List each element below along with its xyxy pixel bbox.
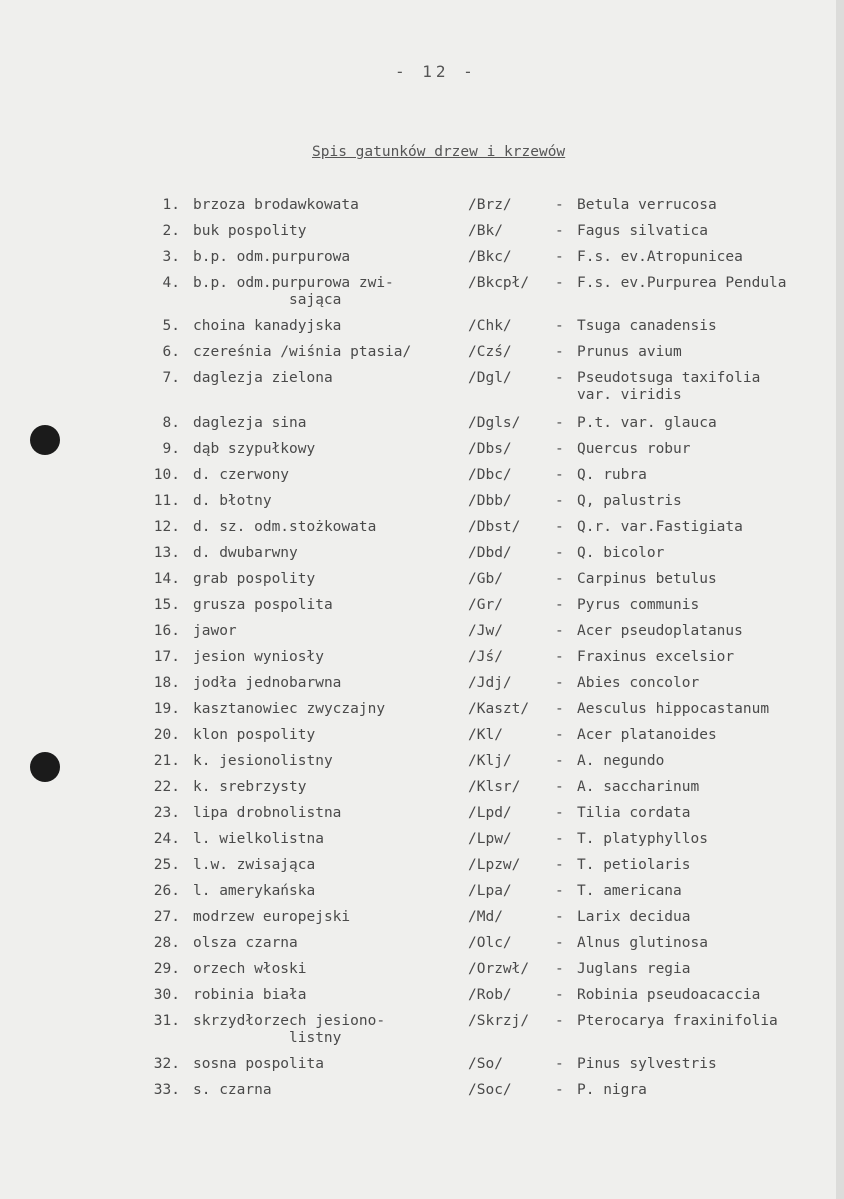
row-number: 31. [153,1013,180,1029]
polish-name: kasztanowiec zwyczajny [193,701,386,717]
separator-dash: - [555,857,564,873]
document-title: Spis gatunków drzew i krzewów [312,144,566,160]
latin-name: Q, palustris [577,493,682,509]
latin-name-cell [577,223,708,240]
latin-name-cell [577,987,760,1004]
polish-name: grab pospolity [193,571,316,587]
polish-name: dąb szypułkowy [193,441,316,457]
abbreviation: /Dgl/ [468,370,512,386]
latin-name: T. platyphyllos [577,831,708,847]
latin-name: Pseudotsuga taxifolia [577,370,761,386]
separator-dash: - [555,415,564,431]
separator-dash: - [555,519,564,535]
abbreviation: /Brz/ [468,197,512,213]
latin-name: A. negundo [577,753,665,769]
polish-name-cell [193,727,315,744]
polish-name-cell [193,415,307,432]
separator-dash: - [555,275,564,291]
abbreviation: /Chk/ [468,318,512,334]
abbreviation: /Jdj/ [468,675,512,691]
separator-dash: - [555,831,564,847]
polish-name: lipa drobnolistna [193,805,342,821]
abbreviation: /Klj/ [468,753,512,769]
separator-dash: - [555,987,564,1003]
latin-name-cell [577,831,708,848]
latin-name: Betula verrucosa [577,197,717,213]
row-number: 16. [153,623,180,639]
row-number: 21. [153,753,180,769]
latin-name-cell [577,197,717,214]
punch-hole-bottom [30,752,60,782]
abbreviation: /Dbst/ [468,519,521,535]
latin-name: A. saccharinum [577,779,700,795]
latin-name-cell [577,467,647,484]
latin-name-cell [577,318,717,335]
separator-dash: - [555,909,564,925]
abbreviation: /Kaszt/ [468,701,530,717]
polish-name: l. amerykańska [193,883,316,899]
abbreviation: /Md/ [468,909,503,925]
polish-name: jawor [193,623,237,639]
latin-name-cell [577,275,787,292]
separator-dash: - [555,344,564,360]
latin-name: Prunus avium [577,344,682,360]
separator-dash: - [555,370,564,386]
abbreviation: /Dbd/ [468,545,512,561]
separator-dash: - [555,197,564,213]
polish-name: d. dwubarwny [193,545,298,561]
latin-name: P. nigra [577,1082,647,1098]
abbreviation: /Gr/ [468,597,503,613]
latin-name: T. americana [577,883,682,899]
abbreviation: /Jś/ [468,649,503,665]
abbreviation: /Dbs/ [468,441,512,457]
latin-name: Robinia pseudoacaccia [577,987,761,1003]
abbreviation: /Czś/ [468,344,512,360]
polish-name-cell [193,197,359,214]
row-number: 29. [153,961,180,977]
punch-hole-top [30,425,60,455]
abbreviation: /Kl/ [468,727,503,743]
latin-name: Alnus glutinosa [577,935,708,951]
row-number: 33. [153,1082,180,1098]
row-number: 17. [153,649,180,665]
polish-name: k. jesionolistny [193,753,333,769]
latin-name: Aesculus hippocastanum [577,701,770,717]
latin-name: F.s. ev.Purpurea Pendula [577,275,787,291]
polish-name-cell [193,493,272,510]
polish-name-cell [193,883,315,900]
abbreviation: /Klsr/ [468,779,521,795]
separator-dash: - [555,753,564,769]
polish-name-continuation: sająca [289,292,342,308]
latin-name-continuation: var. viridis [577,387,682,403]
latin-name-cell [577,415,717,432]
abbreviation: /Lpw/ [468,831,512,847]
polish-name: b.p. odm.purpurowa [193,249,351,265]
polish-name: s. czarna [193,1082,272,1098]
separator-dash: - [555,727,564,743]
row-number: 32. [153,1056,180,1072]
row-number: 23. [153,805,180,821]
page-number: - 12 - [395,62,477,81]
polish-name: klon pospolity [193,727,316,743]
separator-dash: - [555,883,564,899]
polish-name: choina kanadyjska [193,318,342,334]
row-number: 25. [153,857,180,873]
polish-name: brzoza brodawkowata [193,197,359,213]
latin-name: Q. rubra [577,467,647,483]
latin-name-cell [577,1082,647,1099]
row-number: 14. [153,571,180,587]
row-number: 19. [153,701,180,717]
latin-name: Q. bicolor [577,545,665,561]
polish-name: l. wielkolistna [193,831,324,847]
polish-name: d. sz. odm.stożkowata [193,519,377,535]
polish-name: d. błotny [193,493,272,509]
latin-name-cell [577,1013,778,1030]
polish-name: buk pospolity [193,223,307,239]
separator-dash: - [555,545,564,561]
row-number: 7. [162,370,180,386]
abbreviation: /Jw/ [468,623,503,639]
row-number: 6. [162,344,180,360]
row-number: 26. [153,883,180,899]
latin-name-cell [577,545,664,562]
polish-name-cell [193,1013,385,1047]
latin-name-cell [577,805,691,822]
latin-name-cell [577,701,769,718]
latin-name: Tilia cordata [577,805,691,821]
latin-name-cell [577,909,691,926]
polish-name-cell [193,987,307,1004]
abbreviation: /Dgls/ [468,415,521,431]
row-number: 22. [153,779,180,795]
polish-name: olsza czarna [193,935,298,951]
latin-name: Larix decidua [577,909,691,925]
row-number: 18. [153,675,180,691]
row-number: 3. [162,249,180,265]
polish-name: d. czerwony [193,467,290,483]
abbreviation: /Bkc/ [468,249,512,265]
separator-dash: - [555,935,564,951]
latin-name-cell [577,623,743,640]
polish-name-cell [193,1056,324,1073]
row-number: 4. [162,275,180,291]
polish-name-cell [193,467,289,484]
polish-name-cell [193,779,307,796]
latin-name: Pterocarya fraxinifolia [577,1013,778,1029]
polish-name-cell [193,597,333,614]
polish-name-cell [193,961,307,978]
latin-name: Quercus robur [577,441,691,457]
abbreviation: /Soc/ [468,1082,512,1098]
latin-name-cell [577,344,682,361]
abbreviation: /Orzwł/ [468,961,530,977]
separator-dash: - [555,649,564,665]
polish-name: orzech włoski [193,961,307,977]
latin-name-cell [577,493,682,510]
separator-dash: - [555,249,564,265]
separator-dash: - [555,441,564,457]
separator-dash: - [555,1082,564,1098]
polish-name: l.w. zwisająca [193,857,316,873]
row-number: 11. [153,493,180,509]
latin-name-cell [577,249,743,266]
latin-name: Fraxinus excelsior [577,649,735,665]
polish-name-cell [193,249,350,266]
row-number: 5. [162,318,180,334]
separator-dash: - [555,318,564,334]
row-number: 10. [153,467,180,483]
page-edge-shadow [836,0,844,1199]
polish-name: sosna pospolita [193,1056,324,1072]
polish-name-continuation: listny [289,1030,342,1046]
latin-name-cell [577,935,708,952]
polish-name-cell [193,909,350,926]
polish-name-cell [193,318,341,335]
polish-name: b.p. odm.purpurowa zwi- [193,275,394,291]
latin-name-cell [577,727,717,744]
abbreviation: /Lpa/ [468,883,512,899]
latin-name-cell [577,597,699,614]
latin-name-cell [577,779,699,796]
separator-dash: - [555,675,564,691]
latin-name: P.t. var. glauca [577,415,717,431]
polish-name-cell [193,370,333,387]
row-number: 24. [153,831,180,847]
latin-name-cell [577,571,717,588]
latin-name-cell [577,675,699,692]
polish-name-cell [193,701,385,718]
row-number: 20. [153,727,180,743]
polish-name: grusza pospolita [193,597,333,613]
separator-dash: - [555,961,564,977]
polish-name-cell [193,571,315,588]
polish-name-cell [193,675,341,692]
polish-name: czereśnia /wiśnia ptasia/ [193,344,412,360]
polish-name-cell [193,649,324,666]
separator-dash: - [555,467,564,483]
latin-name: Fagus silvatica [577,223,708,239]
abbreviation: /Bk/ [468,223,503,239]
latin-name: F.s. ev.Atropunicea [577,249,743,265]
latin-name-cell [577,883,682,900]
polish-name: k. srebrzysty [193,779,307,795]
row-number: 27. [153,909,180,925]
separator-dash: - [555,571,564,587]
latin-name-cell [577,753,664,770]
separator-dash: - [555,1056,564,1072]
latin-name-cell [577,1056,717,1073]
latin-name-cell [577,370,760,404]
abbreviation: /Gb/ [468,571,503,587]
polish-name-cell [193,545,298,562]
abbreviation: /Dbc/ [468,467,512,483]
polish-name: daglezja zielona [193,370,333,386]
latin-name: Acer pseudoplatanus [577,623,743,639]
polish-name-cell [193,344,411,361]
polish-name-cell [193,223,307,240]
abbreviation: /Olc/ [468,935,512,951]
abbreviation: /So/ [468,1056,503,1072]
separator-dash: - [555,223,564,239]
polish-name-cell [193,519,376,536]
polish-name-cell [193,623,237,640]
row-number: 1. [162,197,180,213]
latin-name-cell [577,519,743,536]
polish-name-cell [193,831,324,848]
polish-name-cell [193,275,394,309]
polish-name-cell [193,857,315,874]
latin-name: Tsuga canadensis [577,318,717,334]
abbreviation: /Lpd/ [468,805,512,821]
row-number: 2. [162,223,180,239]
polish-name: daglezja sina [193,415,307,431]
polish-name-cell [193,805,341,822]
polish-name: jesion wyniosły [193,649,324,665]
latin-name-cell [577,441,691,458]
row-number: 15. [153,597,180,613]
polish-name: jodła jednobarwna [193,675,342,691]
polish-name-cell [193,441,315,458]
polish-name-cell [193,935,298,952]
row-number: 28. [153,935,180,951]
polish-name: robinia biała [193,987,307,1003]
latin-name: Pinus sylvestris [577,1056,717,1072]
latin-name: Acer platanoides [577,727,717,743]
polish-name-cell [193,753,333,770]
latin-name-cell [577,649,734,666]
abbreviation: /Rob/ [468,987,512,1003]
abbreviation: /Lpzw/ [468,857,521,873]
polish-name-cell [193,1082,272,1099]
latin-name: Q.r. var.Fastigiata [577,519,743,535]
abbreviation: /Dbb/ [468,493,512,509]
latin-name: Carpinus betulus [577,571,717,587]
latin-name: Abies concolor [577,675,700,691]
abbreviation: /Bkcpł/ [468,275,530,291]
separator-dash: - [555,493,564,509]
row-number: 8. [162,415,180,431]
polish-name: modrzew europejski [193,909,351,925]
latin-name: Pyrus communis [577,597,700,613]
polish-name: skrzydłorzech jesiono- [193,1013,386,1029]
separator-dash: - [555,597,564,613]
latin-name: T. petiolaris [577,857,691,873]
latin-name-cell [577,961,691,978]
latin-name-cell [577,857,691,874]
separator-dash: - [555,1013,564,1029]
separator-dash: - [555,623,564,639]
separator-dash: - [555,779,564,795]
separator-dash: - [555,805,564,821]
row-number: 30. [153,987,180,1003]
row-number: 13. [153,545,180,561]
latin-name: Juglans regia [577,961,691,977]
row-number: 9. [162,441,180,457]
separator-dash: - [555,701,564,717]
row-number: 12. [153,519,180,535]
abbreviation: /Skrzj/ [468,1013,530,1029]
